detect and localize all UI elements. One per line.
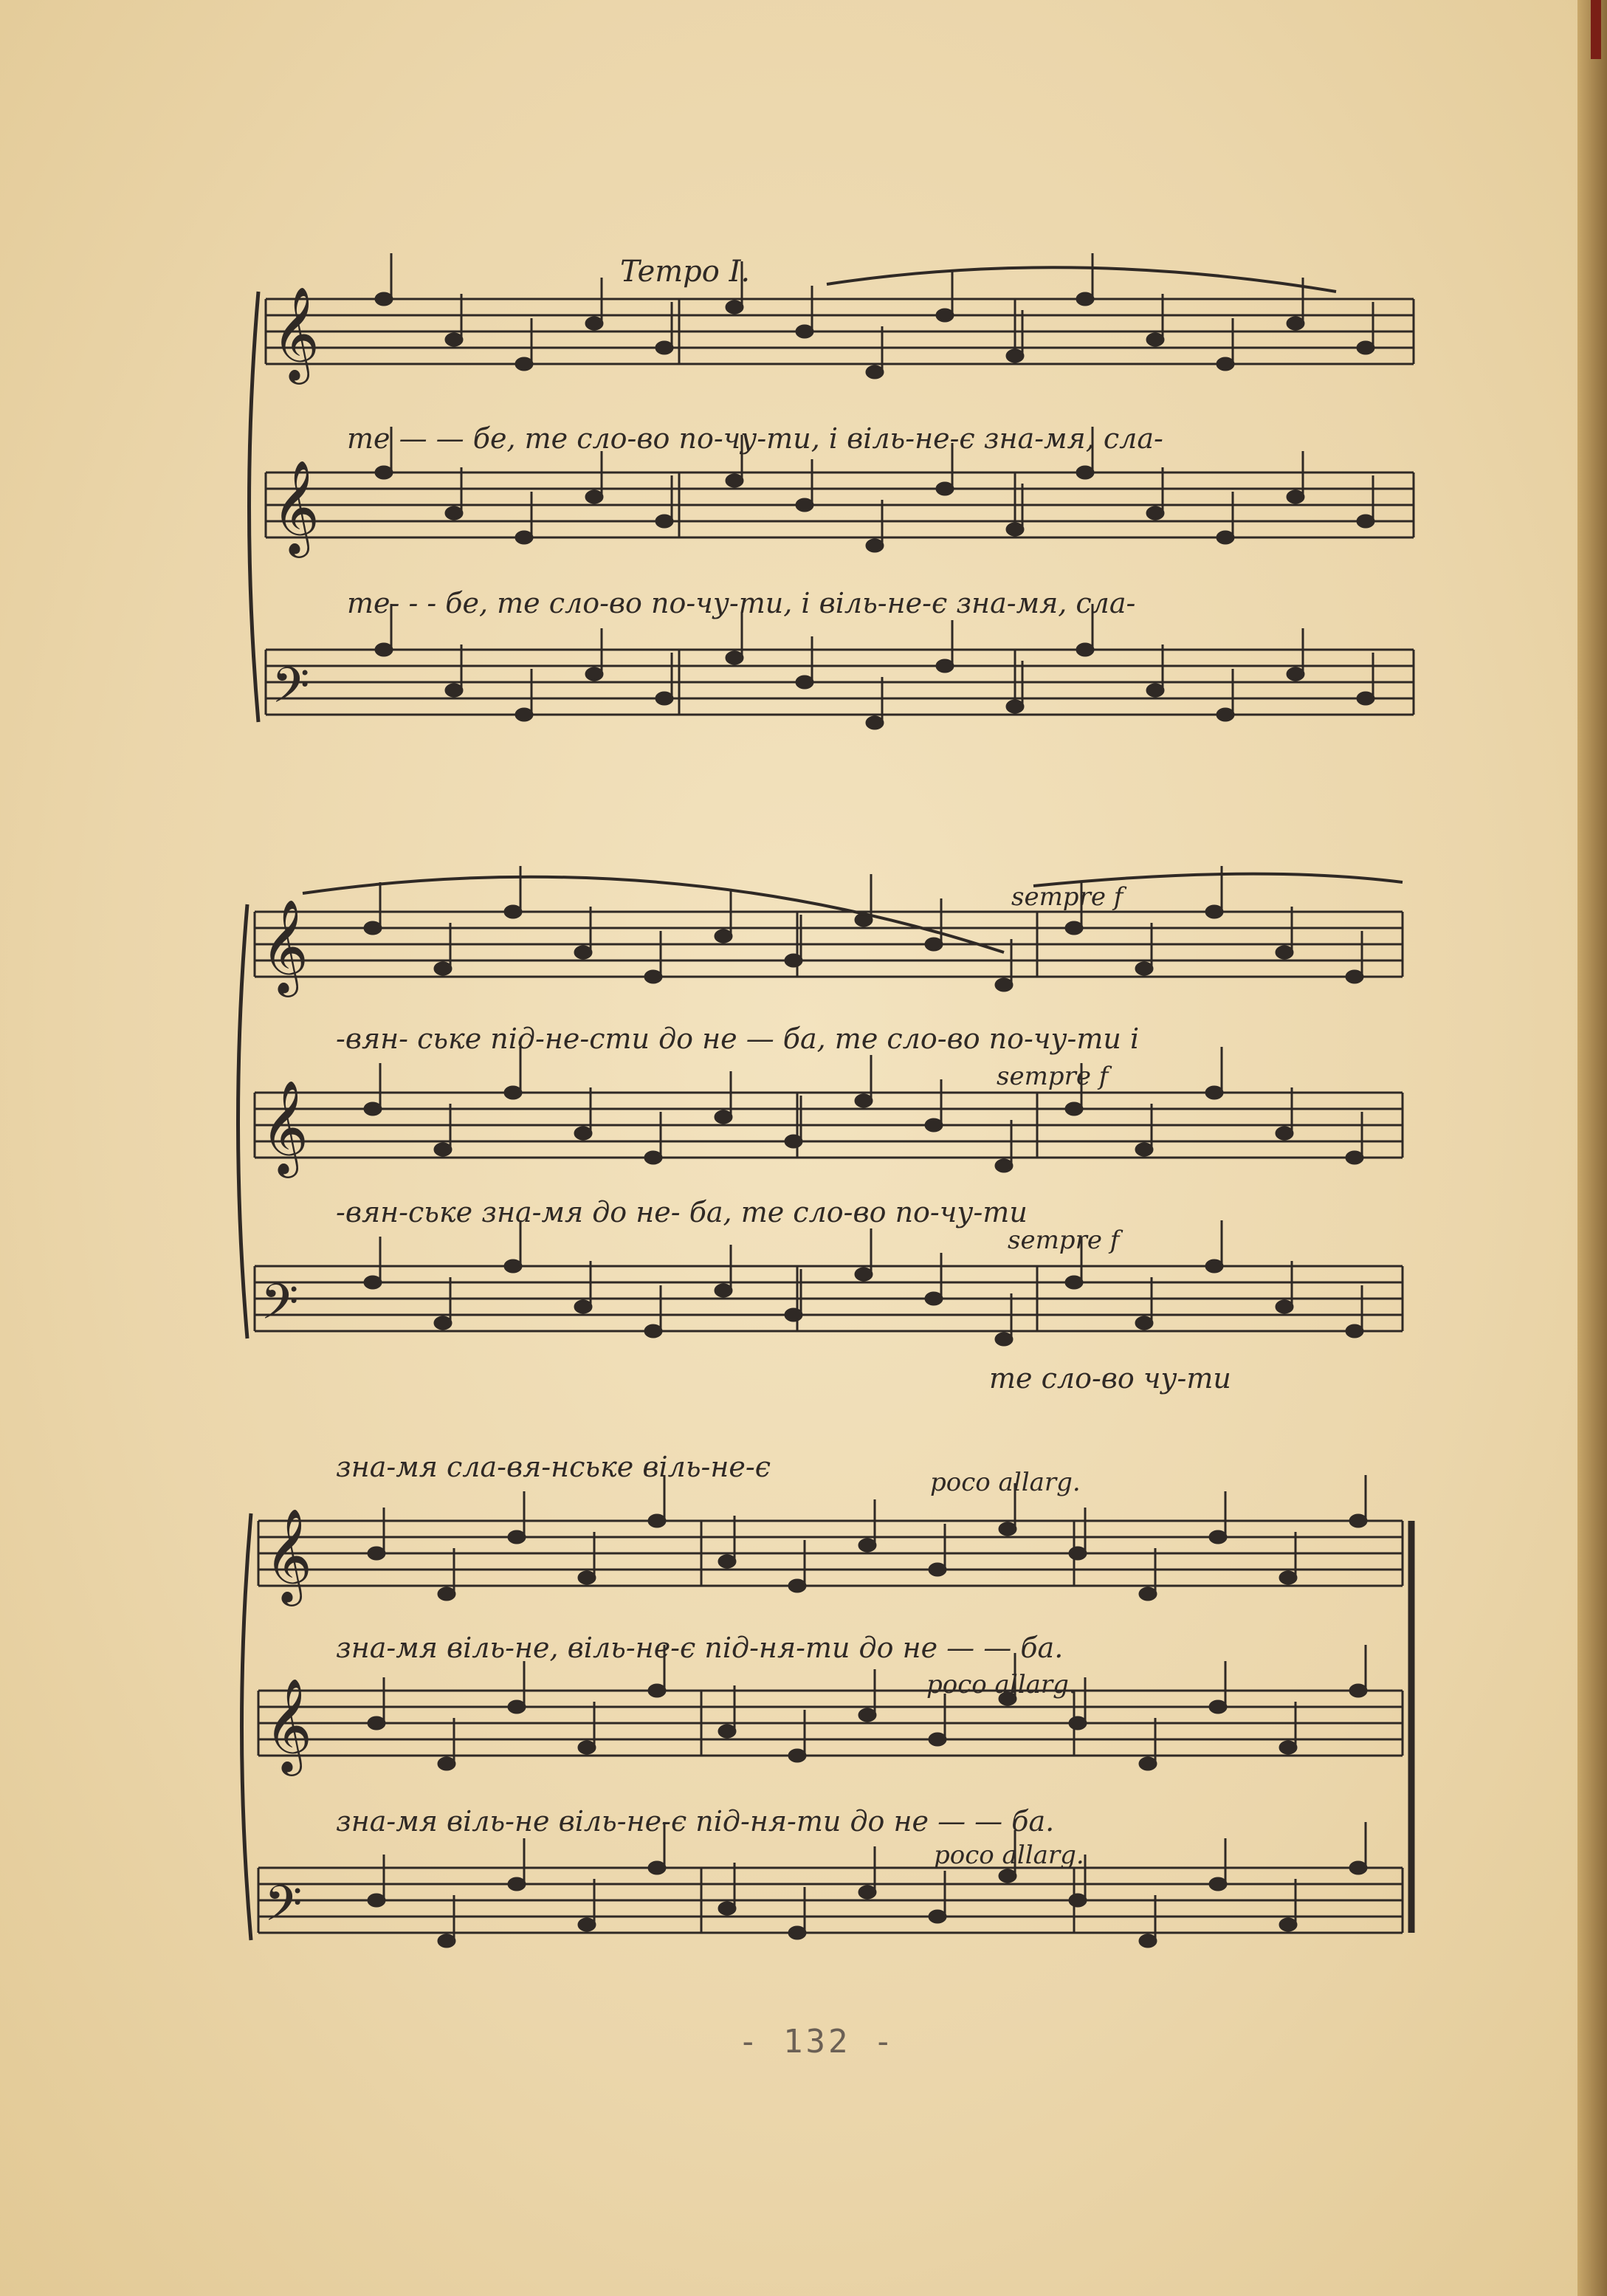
notehead <box>929 1564 946 1575</box>
lyrics-system3-top: зна-мя сла-вя-нське віль-не-є <box>336 1451 771 1483</box>
notehead <box>575 1127 591 1139</box>
notehead <box>446 507 462 519</box>
notehead <box>586 317 602 329</box>
notehead <box>1350 1862 1366 1874</box>
system-bracket <box>238 904 248 1338</box>
tempo-marking-1: Tempo I. <box>620 255 751 289</box>
notehead <box>719 1556 735 1567</box>
notehead <box>649 1685 665 1697</box>
notehead <box>1007 350 1023 362</box>
notehead <box>715 1285 732 1296</box>
notehead <box>1217 532 1233 543</box>
notehead <box>365 1276 381 1288</box>
notehead <box>1140 1935 1156 1947</box>
notehead <box>1280 1919 1296 1931</box>
treble-clef-icon: 𝄞 <box>261 1079 309 1174</box>
notehead <box>726 301 743 313</box>
notehead <box>509 1531 525 1543</box>
notehead <box>1287 491 1304 503</box>
lyrics-system2-upper: -вян- ське під-не-сти до не — ба, те сло-во по-чу-ти і <box>336 1022 1140 1055</box>
notehead <box>586 491 602 503</box>
notehead <box>856 1268 872 1280</box>
treble-clef-icon: 𝄞 <box>272 459 320 554</box>
notehead <box>1077 644 1093 656</box>
system-bracket <box>250 292 259 722</box>
notehead <box>1276 946 1293 958</box>
notehead <box>789 1750 805 1761</box>
notehead <box>376 644 392 656</box>
notehead <box>926 1293 942 1305</box>
notehead <box>656 342 672 354</box>
notehead <box>656 515 672 527</box>
notehead <box>926 938 942 950</box>
notehead <box>937 483 953 495</box>
notehead <box>785 955 802 966</box>
treble-clef-icon: 𝄞 <box>264 1508 313 1602</box>
notehead <box>1210 1531 1226 1543</box>
notehead <box>1147 684 1163 696</box>
notehead <box>505 906 521 918</box>
notehead <box>365 922 381 934</box>
dynamic-system2-lower: sempre f <box>1008 1226 1120 1255</box>
notehead <box>785 1309 802 1321</box>
notehead <box>509 1701 525 1713</box>
notehead <box>649 1515 665 1527</box>
notehead <box>1350 1685 1366 1697</box>
notehead <box>1066 1276 1082 1288</box>
notehead <box>796 499 813 511</box>
notehead <box>719 1725 735 1737</box>
lyrics-system2-lower: те сло-во чу-ти <box>989 1362 1231 1395</box>
notehead <box>365 1103 381 1115</box>
notehead <box>579 1919 595 1931</box>
notehead <box>1140 1588 1156 1600</box>
notehead <box>926 1119 942 1131</box>
notehead <box>789 1927 805 1939</box>
notehead <box>1066 1103 1082 1115</box>
notehead <box>929 1733 946 1745</box>
notehead <box>1357 342 1374 354</box>
lyrics-system1-middle: те- - - бе, те сло-во по-чу-ти, і віль-не-є зна-мя, сла- <box>347 587 1136 619</box>
notehead <box>999 1870 1016 1882</box>
notehead <box>796 676 813 688</box>
notehead <box>579 1742 595 1753</box>
notehead <box>996 1333 1012 1345</box>
notehead <box>1346 1325 1363 1337</box>
notehead <box>867 540 883 551</box>
notehead <box>937 660 953 672</box>
notehead <box>376 293 392 305</box>
notehead <box>1280 1742 1296 1753</box>
notehead <box>1346 971 1363 983</box>
bass-clef-icon: 𝄢 <box>264 1875 303 1944</box>
treble-clef-icon: 𝄞 <box>261 898 309 993</box>
dynamic-system2-upper: sempre f <box>1011 882 1123 912</box>
notehead <box>1210 1701 1226 1713</box>
notehead <box>438 1588 455 1600</box>
page-number: - 132 - <box>738 2023 896 2060</box>
notehead <box>1206 906 1222 918</box>
notehead <box>656 692 672 704</box>
notehead <box>726 475 743 487</box>
notehead <box>1287 317 1304 329</box>
notehead <box>509 1878 525 1890</box>
notehead <box>1206 1260 1222 1272</box>
lyrics-system2-middle: -вян-ське зна-мя до не- ба, те сло-во по-чу-ти <box>336 1196 1028 1228</box>
notehead <box>719 1903 735 1914</box>
notehead <box>1350 1515 1366 1527</box>
notehead <box>1140 1758 1156 1770</box>
notehead <box>1007 701 1023 712</box>
notehead <box>645 1152 661 1164</box>
notehead <box>435 1144 451 1155</box>
notehead <box>1136 963 1152 975</box>
notehead <box>579 1572 595 1584</box>
notehead <box>575 946 591 958</box>
notehead <box>1147 507 1163 519</box>
notehead <box>1077 467 1093 478</box>
lyrics-system1-upper: те — — бе, те сло-во по-чу-ти, і віль-не-є зна-мя, сла- <box>347 422 1163 455</box>
notehead <box>996 1160 1012 1172</box>
notehead <box>1147 334 1163 346</box>
tempo-system3-upper: poco allarg. <box>930 1468 1081 1497</box>
treble-clef-icon: 𝄞 <box>272 286 320 380</box>
notehead <box>859 1886 875 1898</box>
notehead <box>937 309 953 321</box>
lyrics-system3-upper: зна-мя віль-не, віль-не-є під-ня-ти до не — — ба. <box>336 1632 1064 1664</box>
notehead <box>1280 1572 1296 1584</box>
notehead <box>1217 709 1233 721</box>
notehead <box>505 1087 521 1099</box>
notehead <box>516 709 532 721</box>
notehead <box>856 1095 872 1107</box>
notehead <box>1276 1127 1293 1139</box>
notehead <box>859 1709 875 1721</box>
notehead <box>446 684 462 696</box>
lyrics-system3-middle: зна-мя віль-не віль-не-є під-ня-ти до не — — ба. <box>336 1805 1055 1838</box>
notehead <box>1287 668 1304 680</box>
notehead <box>867 366 883 378</box>
notehead <box>649 1862 665 1874</box>
notehead <box>1070 1894 1086 1906</box>
notehead <box>1136 1144 1152 1155</box>
system-bracket <box>242 1513 252 1940</box>
notehead <box>645 971 661 983</box>
notehead <box>516 358 532 370</box>
notehead <box>1070 1547 1086 1559</box>
slur <box>827 267 1336 292</box>
notehead <box>1077 293 1093 305</box>
notehead <box>715 1111 732 1123</box>
bass-clef-icon: 𝄢 <box>272 657 310 726</box>
notehead <box>368 1717 385 1729</box>
notehead <box>368 1547 385 1559</box>
treble-clef-icon: 𝄞 <box>264 1677 313 1772</box>
notehead <box>368 1894 385 1906</box>
notehead <box>867 717 883 729</box>
notehead <box>1276 1301 1293 1313</box>
notehead <box>1136 1317 1152 1329</box>
notehead <box>999 1523 1016 1535</box>
notehead <box>575 1301 591 1313</box>
notehead <box>859 1539 875 1551</box>
notehead <box>505 1260 521 1272</box>
notehead <box>1346 1152 1363 1164</box>
notehead <box>1210 1878 1226 1890</box>
notehead <box>996 979 1012 991</box>
tempo-system3-middle: poco allarg. <box>926 1670 1077 1699</box>
notehead <box>726 652 743 664</box>
notehead <box>1066 922 1082 934</box>
notehead <box>1217 358 1233 370</box>
dynamic-system2-middle: sempre f <box>997 1062 1109 1091</box>
slur <box>303 877 1004 952</box>
notehead <box>1357 692 1374 704</box>
notehead <box>785 1135 802 1147</box>
notehead <box>516 532 532 543</box>
notehead <box>1206 1087 1222 1099</box>
notehead <box>789 1580 805 1592</box>
notehead <box>435 1317 451 1329</box>
notehead <box>438 1758 455 1770</box>
tempo-system3-lower: poco allarg. <box>934 1840 1084 1870</box>
notehead <box>376 467 392 478</box>
notehead <box>645 1325 661 1337</box>
notehead <box>446 334 462 346</box>
notehead <box>1357 515 1374 527</box>
notehead <box>435 963 451 975</box>
notehead <box>1007 523 1023 535</box>
notehead <box>586 668 602 680</box>
notehead <box>1070 1717 1086 1729</box>
notehead <box>929 1911 946 1922</box>
bass-clef-icon: 𝄢 <box>261 1274 299 1342</box>
notehead <box>715 930 732 942</box>
notehead <box>796 326 813 337</box>
notehead <box>438 1935 455 1947</box>
